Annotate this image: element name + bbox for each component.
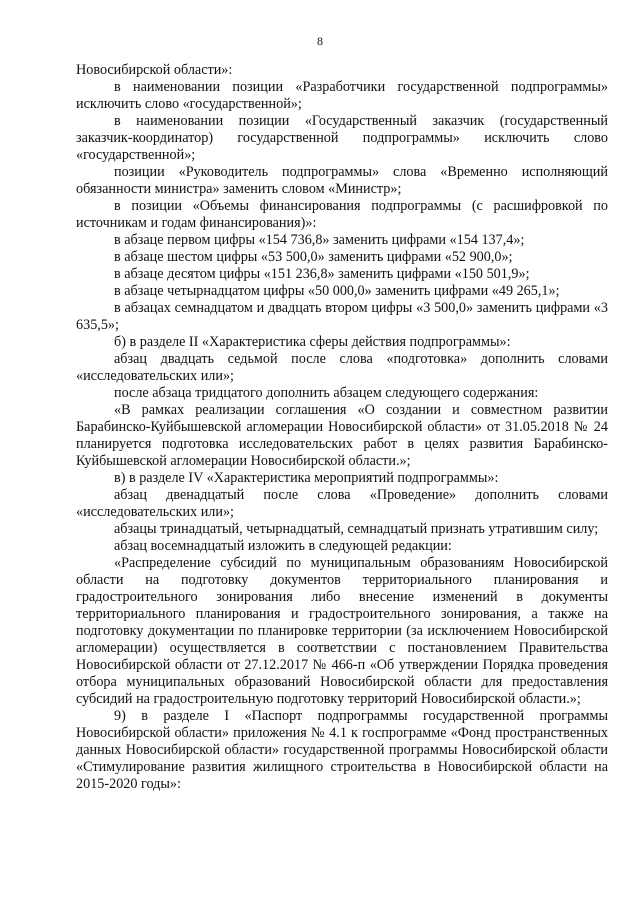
- paragraph: в наименовании позиции «Государственный заказчик (государственный заказчик-координатор) государственной подпрограммы» исключить слово «государственной»;: [76, 113, 608, 163]
- document-body: [76, 62, 608, 793]
- paragraph: в абзаце четырнадцатом цифры «50 000,0» заменить цифрами «49 265,1»;: [114, 283, 560, 299]
- paragraph: после абзаца тридцатого дополнить абзацем следующего содержания:: [114, 385, 539, 401]
- paragraph: в абзаце первом цифры «154 736,8» заменить цифрами «154 137,4»;: [114, 232, 525, 248]
- paragraph: абзацы тринадцатый, четырнадцатый, семнадцатый признать утратившим силу;: [114, 521, 599, 537]
- paragraph: в наименовании позиции «Разработчики государственной подпрограммы» исключить слово «государственной»;: [76, 79, 608, 112]
- paragraph: в абзаце десятом цифры «151 236,8» заменить цифрами «150 501,9»;: [114, 266, 530, 282]
- paragraph: в) в разделе IV «Характеристика мероприятий подпрограммы»:: [114, 470, 499, 486]
- paragraph: б) в разделе II «Характеристика сферы действия подпрограммы»:: [114, 334, 511, 350]
- paragraph: абзац восемнадцатый изложить в следующей редакции:: [114, 538, 452, 554]
- paragraph: абзац двадцать седьмой после слова «подготовка» дополнить словами «исследовательских или»;: [76, 351, 608, 384]
- page-number: 8: [317, 34, 323, 48]
- paragraph: «В рамках реализации соглашения «О создании и совместном развитии Барабинско-Куйбышевской агломерации Новосибирской области» от 31.05.2018 № 24 планируется подготовка исследовательских работ в целях развития Барабинско-Куйбышевской агломерации Новосибирской области.»;: [76, 402, 608, 469]
- paragraph: в абзацах семнадцатом и двадцать втором цифры «3 500,0» заменить цифрами «3 635,5»;: [76, 300, 608, 333]
- paragraph: Новосибирской области»:: [76, 62, 233, 78]
- paragraph: 9) в разделе I «Паспорт подпрограммы государственной программы Новосибирской области» приложения № 4.1 к госпрограмме «Фонд пространственных данных Новосибирской области» государственной программы Новосибирской области «Стимулирование развития жилищного строительства в Новосибирской области на 2015-2020 годы»:: [76, 708, 608, 792]
- paragraph: позиции «Руководитель подпрограммы» слова «Временно исполняющий обязанности министра» заменить словом «Министр»;: [76, 164, 608, 197]
- paragraph: абзац двенадцатый после слова «Проведение» дополнить словами «исследовательских или»;: [76, 487, 608, 520]
- paragraph: в абзаце шестом цифры «53 500,0» заменить цифрами «52 900,0»;: [114, 249, 513, 265]
- paragraph: «Распределение субсидий по муниципальным образованиям Новосибирской области на подготовку документов территориального планирования и градостроительного зонирования либо внесение изменений в документы территориального планирования и градостроительного зонирования, а также на подготовку документации по планировке территории (за исключением Новосибирской агломерации) осуществляется в соответствии с постановлением Правительства Новосибирской области от 27.12.2017 № 466-п «Об утверждении Порядка проведения отбора муниципальных образований Новосибирской области для предоставления субсидий на градостроительную подготовку территорий Новосибирской области.»;: [76, 555, 608, 707]
- paragraph: в позиции «Объемы финансирования подпрограммы (с расшифровкой по источникам и годам финансирования)»:: [76, 198, 608, 231]
